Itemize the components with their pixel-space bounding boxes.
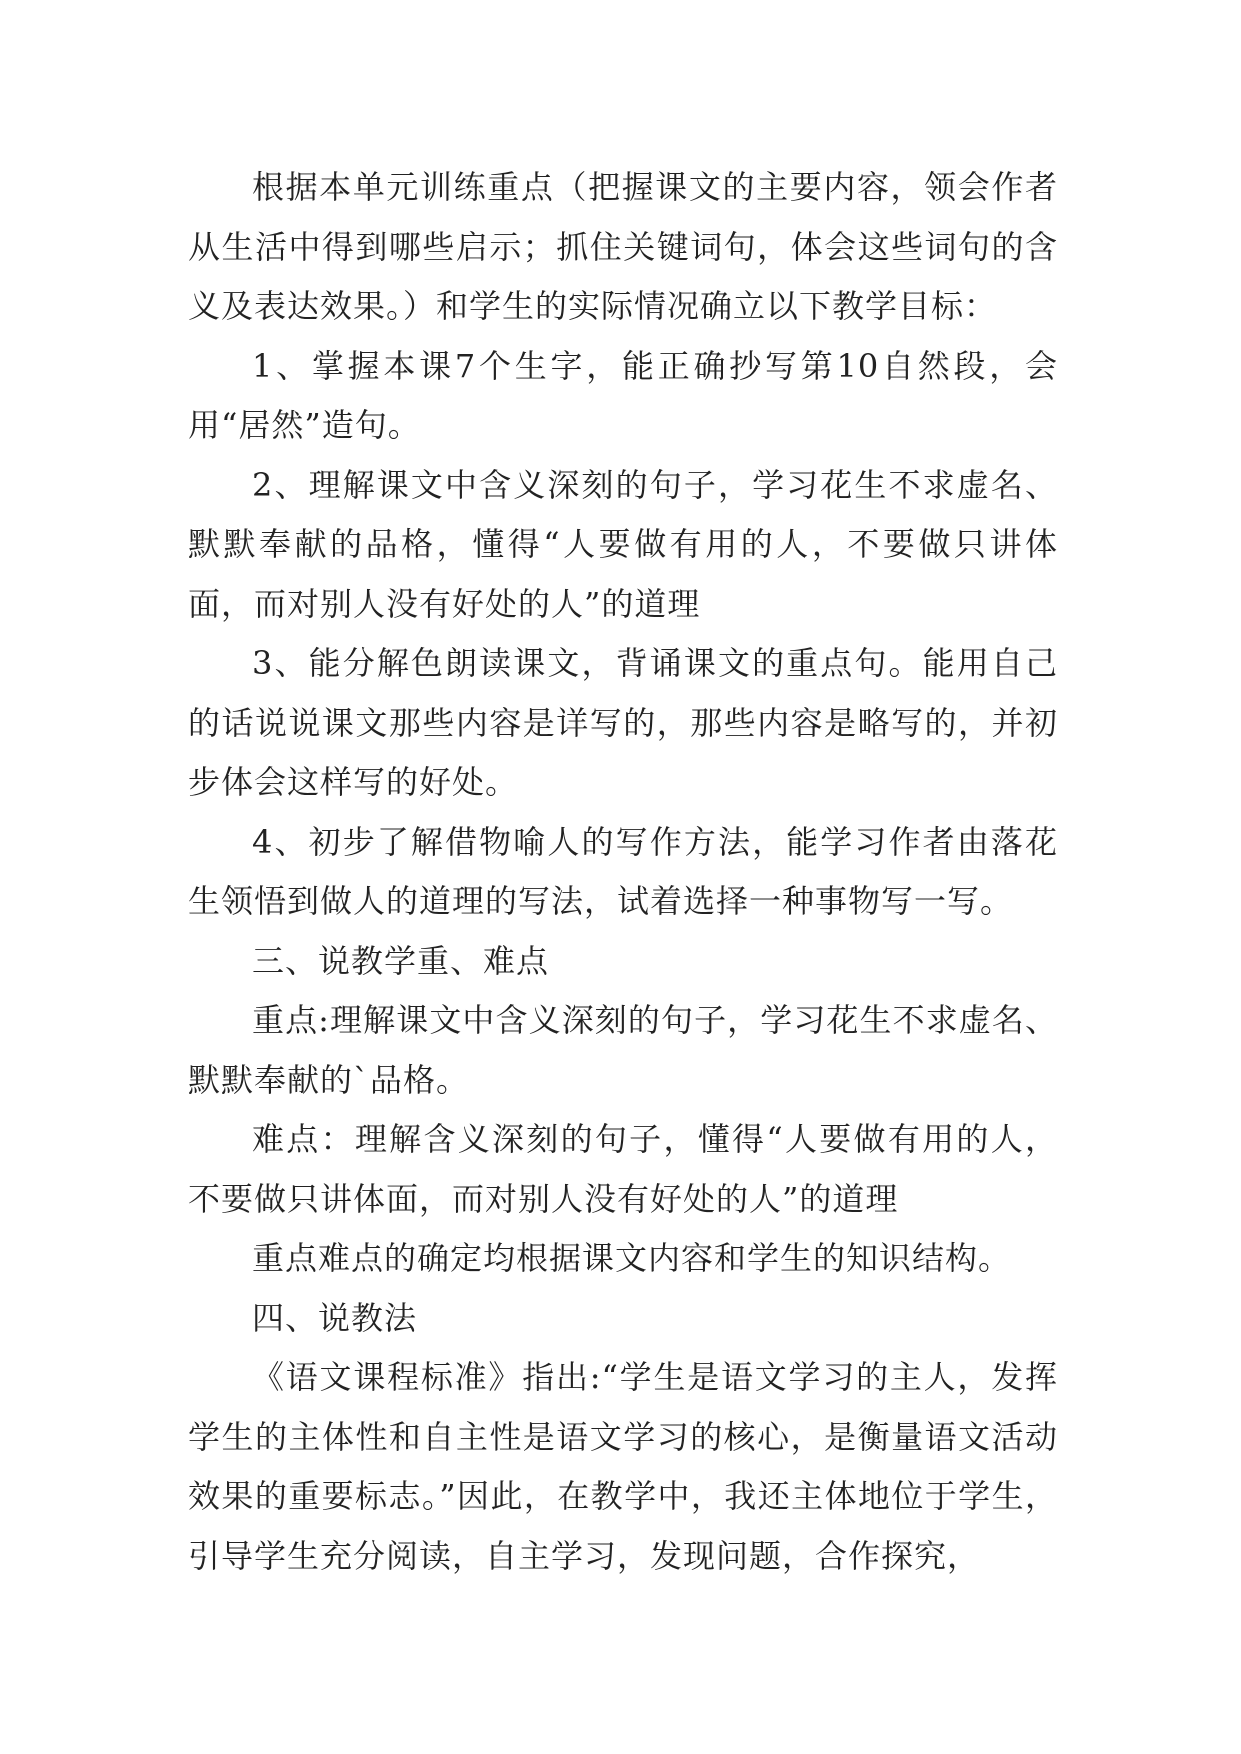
paragraph-key-point: 重点:理解课文中含义深刻的句子，学习花生不求虚名、默默奉献的`品格。 bbox=[188, 1001, 1058, 1099]
section-heading-teaching-method: 四、说教法 bbox=[252, 1298, 418, 1337]
paragraph-basis: 重点难点的确定均根据课文内容和学生的知识结构。 bbox=[252, 1239, 1012, 1277]
paragraph-goal-3: 3、能分解色朗读课文，背诵课文的重点句。能用自己的话说说课文那些内容是详写的，那些内容是略写的，并初步体会这样写的好处。 bbox=[188, 644, 1058, 801]
section-heading-key-points: 三、说教学重、难点 bbox=[252, 941, 550, 980]
paragraph-goal-2: 2、理解课文中含义深刻的句子，学习花生不求虚名、默默奉献的品格，懂得“人要做有用的人，不要做只讲体面，而对别人没有好处的人”的道理 bbox=[188, 465, 1058, 623]
paragraph-curriculum-standard: 《语文课程标准》指出:“学生是语文学习的主人，发挥学生的主体性和自主性是语文学习的核心，是衡量语文活动效果的重要标志。”因此，在教学中，我还主体地位于学生，引导学生充分阅读，自主学习，发现问题，合作探究， bbox=[188, 1358, 1058, 1575]
paragraph-difficult-point: 难点：理解含义深刻的句子，懂得“人要做有用的人，不要做只讲体面，而对别人没有好处的人”的道理 bbox=[188, 1120, 1058, 1218]
document-body bbox=[188, 158, 1058, 1586]
paragraph-goals-intro: 根据本单元训练重点（把握课文的主要内容，领会作者从生活中得到哪些启示；抓住关键词句，体会这些词句的含义及表达效果。）和学生的实际情况确立以下教学目标： bbox=[188, 168, 1058, 325]
paragraph-goal-4: 4、初步了解借物喻人的写作方法，能学习作者由落花生领悟到做人的道理的写法，试着选择一种事物写一写。 bbox=[188, 822, 1058, 920]
paragraph-goal-1: 1、掌握本课7个生字，能正确抄写第10自然段，会用“居然”造句。 bbox=[188, 346, 1058, 444]
